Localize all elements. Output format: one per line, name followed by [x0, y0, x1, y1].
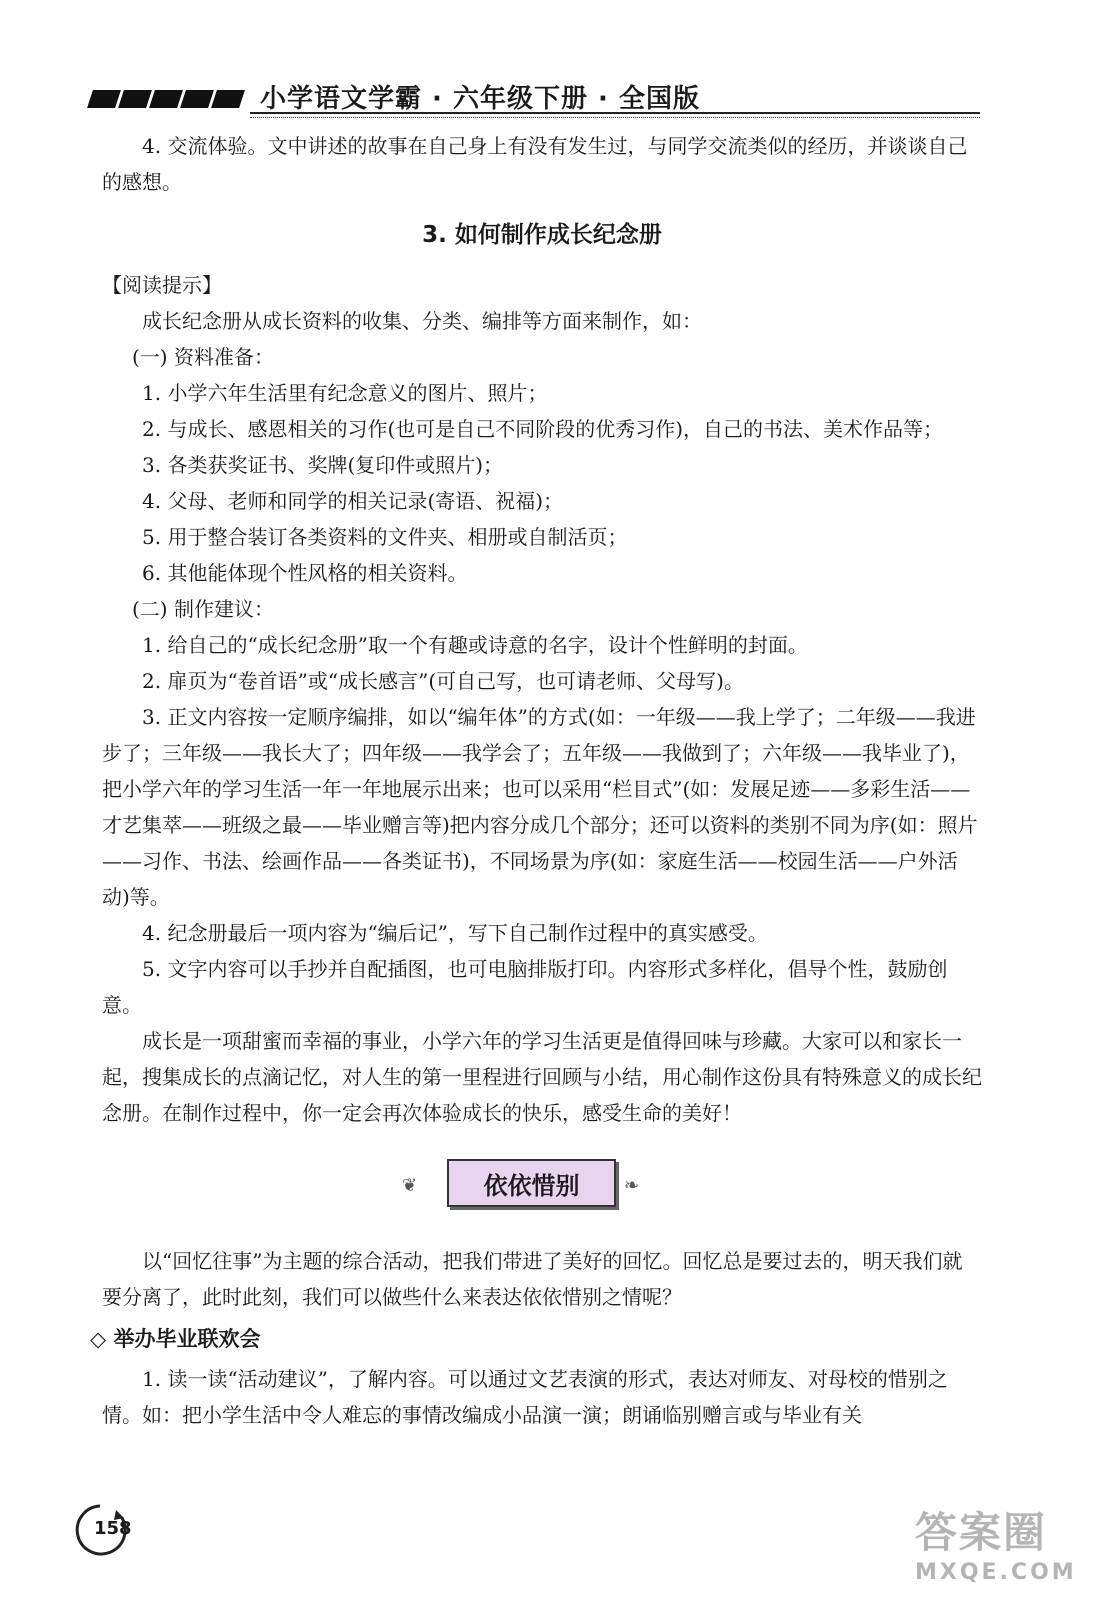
body-line: 成长是一项甜蜜而幸福的事业，小学六年的学习生活更是值得回味与珍藏。大家可以和家长一起，搜集成长的点滴记忆，对人生的第一里程进行回顾与小结，用心制作这份具有特殊意义的成长纪念册。在制作过程中，你一定会再次体验成长的快乐，感受生命的美好！	[102, 1029, 982, 1125]
watermark-domain: MXQE.COM	[915, 1560, 1077, 1585]
body-line: 2. 扉页为“卷首语”或“成长感言”(可自己写，也可请老师、父母写)。	[142, 669, 744, 693]
intro-paragraph: 4. 交流体验。文中讲述的故事在自己身上有没有发生过，与同学交流类似的经历，并谈谈自己的感想。	[102, 134, 968, 194]
body-line: 1. 小学六年生活里有纪念意义的图片、照片；	[142, 381, 548, 405]
book-title: 小学语文学霸 · 六年级下册 · 全国版	[260, 84, 700, 114]
header-rule	[250, 112, 980, 114]
body-line: 3. 正文内容按一定顺序编排，如以“编年体”的方式(如：一年级——我上学了；二年级——我进步了；三年级——我长大了；四年级——我学会了；五年级——我做到了；六年级——我毕业了)，把小学六年的学习生活一年一年地展示出来；也可以采用“栏目式”(如：发展足迹——多彩生活——才艺集萃——班级之最——毕业赠言等)把内容分成几个部分；还可以资料的类别不同为序(如：照片——习作、书法、绘画作品——各类证书)，不同场景为序(如：家庭生活——校园生活——户外活动)等。	[102, 705, 978, 909]
banner-leaf-icon: ❦	[402, 1175, 418, 1196]
farewell-banner-area	[102, 1149, 982, 1229]
body-line: 4. 纪念册最后一项内容为“编后记”，写下自己制作过程中的真实感受。	[142, 921, 768, 945]
header-decoration	[90, 90, 250, 112]
body-line: 4. 父母、老师和同学的相关记录(寄语、祝福)；	[142, 489, 564, 513]
body-line: (一) 资料准备：	[132, 345, 274, 369]
watermark-text: 答案圈	[915, 1508, 1048, 1557]
body-line: 1. 给自己的“成长纪念册”取一个有趣或诗意的名字，设计个性鲜明的封面。	[142, 633, 808, 657]
reading-tip-label: 【阅读提示】	[102, 273, 222, 297]
page-header	[90, 70, 980, 120]
body-line: 5. 用于整合装订各类资料的文件夹、相册或自制活页；	[142, 525, 628, 549]
page-body	[90, 128, 982, 1433]
watermark-logo	[915, 1500, 1095, 1595]
body-line: (二) 制作建议：	[132, 597, 274, 621]
body-line: 成长纪念册从成长资料的收集、分类、编排等方面来制作，如：	[142, 309, 702, 333]
body-line: 6. 其他能体现个性风格的相关资料。	[142, 561, 468, 585]
page-number	[70, 1500, 130, 1560]
farewell-item: 1. 读一读“活动建议”，了解内容。可以通过文艺表演的形式，表达对师友、对母校的惜别之情。如：把小学生活中令人难忘的事情改编成小品演一演；朗诵临别赠言或与毕业有关	[102, 1367, 948, 1427]
section-title: 3. 如何制作成长纪念册	[422, 222, 662, 248]
farewell-subheading: ◇ 举办毕业联欢会	[90, 1327, 261, 1351]
page-number-text: 158	[94, 1518, 132, 1539]
farewell-banner: 依依惜别	[447, 1159, 616, 1207]
body-line: 3. 各类获奖证书、奖牌(复印件或照片)；	[142, 453, 504, 477]
banner-leaf-icon: ❧	[624, 1175, 640, 1196]
body-line: 2. 与成长、感恩相关的习作(也可是自己不同阶段的优秀习作)，自己的书法、美术作品等；	[142, 417, 944, 441]
header-rule-dotted	[250, 117, 980, 118]
body-line: 5. 文字内容可以手抄并自配插图，也可电脑排版打印。内容形式多样化，倡导个性，鼓励创意。	[102, 957, 948, 1017]
farewell-intro: 以“回忆往事”为主题的综合活动，把我们带进了美好的回忆。回忆总是要过去的，明天我们就要分离了，此时此刻，我们可以做些什么来表达依依惜别之情呢？	[102, 1249, 963, 1309]
